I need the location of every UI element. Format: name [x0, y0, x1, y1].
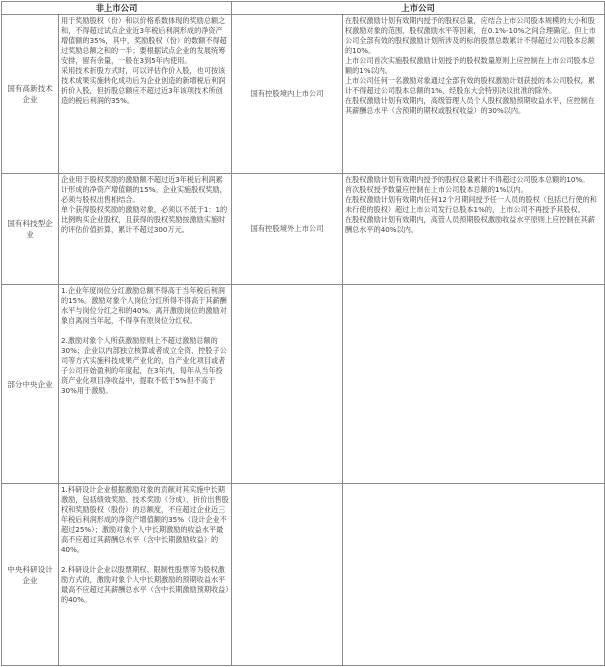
table-row — [2, 15, 605, 174]
text-line: 上市公司首次实施股权激励计划授予的股权数量原则上应控制在上市公司股本总额的1%以内。 — [345, 56, 595, 76]
text-line: 采用技术折股方式时，可以评估作价入股，也可按该技术成果实施转化成功后为企业创造的新增税后利润折价入股，但折股总额应不超过近3年该项技术所创造的税后利润的35%。 — [61, 66, 226, 106]
text-line: 首次股权授予数量应控制在上市公司股本总额的1%以内。 — [345, 185, 528, 195]
empty-cell — [343, 285, 605, 484]
text-line: 在股权激励计划有效期内授予的股权总量，应结合上市公司股本规模的大小和股权激励对象的范围、股权激励水平等因素，在0.1%-10%之间合理确定。但上市公司全部有效的股权激励计划所涉及的标的股票总数累计不得超过公司股本总额的10%。 — [345, 16, 596, 56]
cell-listed-overseas — [343, 174, 605, 285]
text-line: 在股权激励计划有效期内任何12个月期间授予任一人员的股权（包括已行使的和未行使的股权）超过上市公司发行总股本1%的，上市公司不再授予其股权。 — [345, 195, 597, 215]
row-label-high-tech: 国有高新技术企业 — [2, 15, 59, 174]
table-row — [2, 285, 605, 484]
equity-incentive-table — [1, 1, 605, 666]
cell-non-listed-central — [59, 285, 232, 484]
cell-text — [345, 175, 602, 235]
cell-text — [345, 16, 602, 116]
text-line: 在股权激励计划有效期内，高管人员预期股权激励收益水平原则上应控制在其薪酬总水平的40%以内。 — [345, 215, 595, 235]
listed-category-overseas: 国有控股境外上市公司 — [232, 174, 343, 285]
listed-category-domestic: 国有控股境内上市公司 — [232, 15, 343, 174]
text-line: 上市公司任何一名激励对象通过全部有效的股权激励计划获授的本公司股权，累计不得超过公司股本总额的1%，经股东大会特别决议批准的除外。 — [345, 76, 595, 96]
table-row — [2, 484, 605, 666]
header-row — [2, 2, 605, 15]
text-line: 在股权激励计划有效期内，高级管理人员个人股权激励预期收益水平，应控制在其薪酬总水平（含预期的期权或股权收益）的30%以内。 — [345, 96, 595, 116]
row-label-research-design: 中央科研设计企业 — [2, 484, 59, 666]
cell-non-listed-research-design — [59, 484, 232, 666]
text-line: 企业用于股权奖励的激励额不超过近3年税后利润累计形成的净资产增值额的15%。企业实施股权奖励，必须与股权出售相结合。 — [61, 175, 227, 205]
row-label-central: 部分中央企业 — [2, 285, 59, 484]
header-listed: 上市公司 — [232, 2, 605, 15]
empty-cell — [232, 484, 343, 666]
cell-listed-domestic — [343, 15, 605, 174]
cell-text — [61, 16, 229, 106]
empty-cell — [343, 484, 605, 666]
row-label-sci-tech: 国有科技型企业 — [2, 174, 59, 285]
cell-non-listed-sci-tech — [59, 174, 232, 285]
cell-text-part-2: 2.科研设计企业以股票期权、限制性股票等为股权激励方式的，激励对象个人中长期激励的预期收益水平最高不应超过其薪酬总水平（含中长期激励预期收益）的40%。 — [61, 565, 229, 605]
table-row — [2, 174, 605, 285]
text-line: 在股权激励计划有效期内授予的股权总量累计不得超过公司股本总额的10%。 — [345, 175, 590, 184]
text-line: 单个获得股权奖励的激励对象，必须以不低于1：1的比例购买企业股权，且获得的股权奖励按激励实施时的评估价值折算，累计不超过300万元。 — [61, 205, 228, 235]
cell-non-listed-high-tech — [59, 15, 232, 174]
cell-text-part-1: 1.企业年度岗位分红激励总额不得高于当年税后利润的15%。激励对象个人岗位分红所得不得高于其薪酬水平与岗位分红之和的40%。离开激励岗位的激励对象自离岗当年起，不得享有原岗位分红权。 — [61, 286, 227, 326]
empty-cell — [232, 285, 343, 484]
cell-text — [61, 175, 229, 235]
text-line: 用于奖励股权（份）和以价格系数体现的奖励总额之和，不得超过试点企业近3年税后利润形成的净资产增值额的35%，其中，奖励股权（份）的数额不得超过奖励总额之和的一半；要根据试点企业的发展统筹安排，留有余量，一般在3到5年内使用。 — [61, 16, 227, 66]
header-non-listed: 非上市公司 — [2, 2, 232, 15]
cell-text-part-2: 2.激励对象个人所获激励原则上不超过激励总额的30%；企业以内部独立核算或者成立全资、控股子公司等方式实施科技成果产业化的，自产业化项目或者子公司开始盈利的年度起，在3年内，每年从当年投资产业化项目净收益中，提取不低于5%但不高于30%用于激励。 — [61, 336, 227, 396]
cell-text-part-1: 1.科研设计企业根据激励对象的贡献对其实施中长期激励，包括绩效奖励、技术奖励（分成）、折价出售股权和奖励股权（股份）的总额度，不应超过企业近三年税后利润形成的净资产增值额的35%（设计企业不超过25%）；激励对象个人中长期激励的收益水平最高不应超过其薪酬总水平（含中长期激励收益）的40%。 — [61, 485, 229, 555]
